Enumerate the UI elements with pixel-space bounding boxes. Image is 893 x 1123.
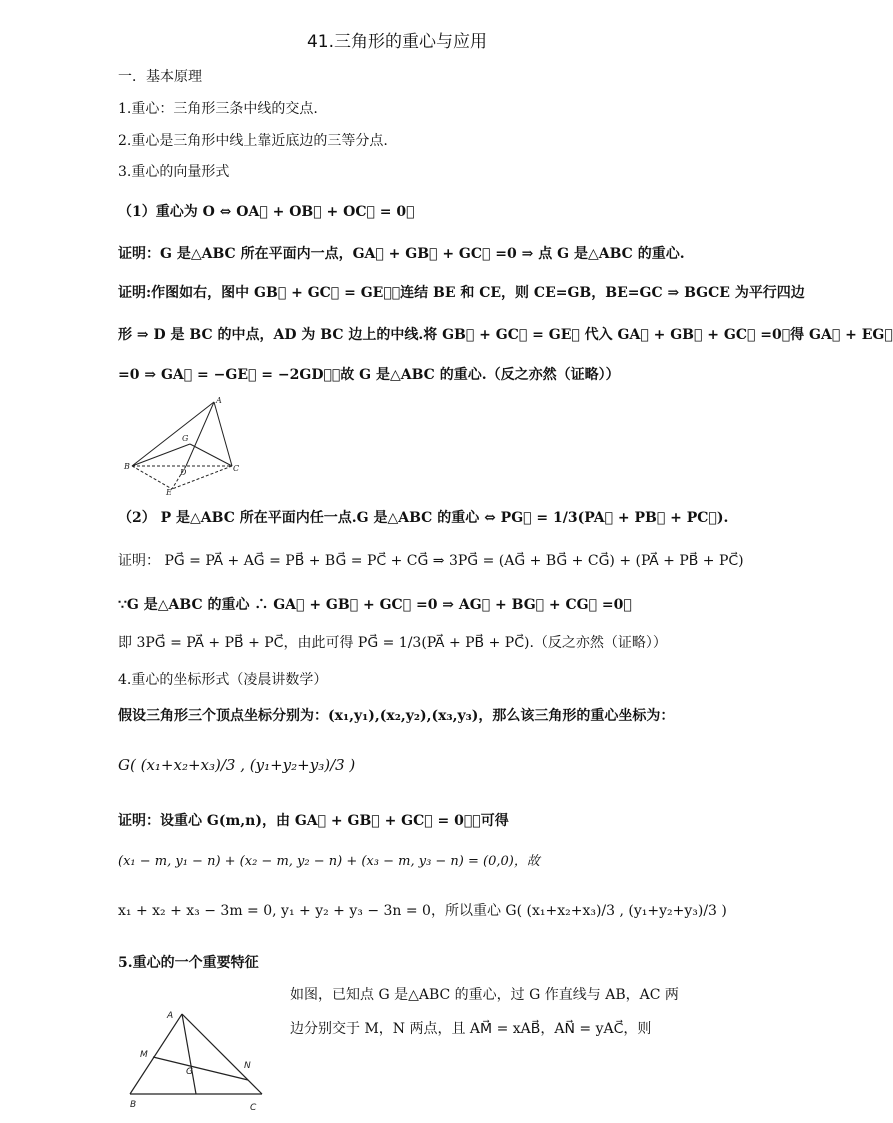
proof-2-line-2: ∵G 是△ABC 的重心 ∴ GA⃗ + GB⃗ + GC⃗ =0 ⇒ AG⃗ + BG⃗ + CG⃗ =0， xyxy=(118,597,632,613)
segment-be xyxy=(132,466,172,489)
feature-text-1: 如图，已知点 G 是△ABC 的重心，过 G 作直线与 AB，AC 两 xyxy=(290,987,679,1003)
label-b: B xyxy=(124,462,130,471)
segment-gc xyxy=(190,444,232,466)
item-3: 3.重心的向量形式 xyxy=(118,164,230,180)
proof-line-3: =0 ⇒ GA⃗ = −GE⃗ = −2GD⃗，故 G 是△ABC 的重心.（反之亦然（证略）） xyxy=(118,367,620,383)
vector-form-2: （2） P 是△ABC 所在平面内任一点.G 是△ABC 的重心 ⇔ PG⃗ = 1/3(PA⃗ + PB⃗ + PC⃗). xyxy=(118,510,729,526)
proof-statement: 证明：G 是△ABC 所在平面内一点，GA⃗ + GB⃗ + GC⃗ =0 ⇒ 点 G 是△ABC 的重心. xyxy=(118,246,685,262)
label-c: C xyxy=(233,464,240,473)
label-c: C xyxy=(250,1103,257,1113)
label-e: E xyxy=(166,488,172,497)
section-heading: 一．基本原理 xyxy=(118,69,202,85)
centroid-line-figure xyxy=(122,1006,272,1118)
vector-form-1: （1）重心为 O ⇔ OA⃗ + OB⃗ + OC⃗ = 0⃗ xyxy=(118,204,415,220)
proof-2-line-3: 即 3PG⃗ = PA⃗ + PB⃗ + PC⃗，由此可得 PG⃗ = 1/3(PA⃗ + PB⃗ + PC⃗).（反之亦然（证略）） xyxy=(118,635,667,651)
proof-line-1: 证明:作图如右，图中 GB⃗ + GC⃗ = GE⃗，连结 BE 和 CE，则 CE=GB，BE=GC ⇒ BGCE 为平行四边 xyxy=(118,285,805,301)
item-5: 5.重心的一个重要特征 xyxy=(118,955,259,971)
centroid-coordinate-formula: G( (x₁+x₂+x₃)/3 , (y₁+y₂+y₃)/3 ) xyxy=(118,756,356,774)
label-g: G xyxy=(182,434,189,443)
median-ad xyxy=(186,402,214,466)
feature-text-2: 边分别交于 M，N 两点，且 AM⃗ = xAB⃗，AN⃗ = yAC⃗，则 xyxy=(290,1021,652,1037)
edge-ab xyxy=(132,402,214,466)
item-2: 2.重心是三角形中线上靠近底边的三等分点. xyxy=(118,133,388,149)
label-g: G xyxy=(186,1067,193,1077)
coordinate-intro: 假设三角形三个顶点坐标分别为：(x₁,y₁),(x₂,y₂),(x₃,y₃)，那么该三角形的重心坐标为： xyxy=(118,708,675,724)
edge-ac xyxy=(214,402,232,466)
label-a: A xyxy=(216,396,222,405)
proof-2-line-1: 证明： PG⃗ = PA⃗ + AG⃗ = PB⃗ + BG⃗ = PC⃗ + CG⃗ ⇒ 3PG⃗ = (AG⃗ + BG⃗ + CG⃗) + (PA⃗ + PB⃗ + PC⃗) xyxy=(118,553,744,569)
label-d: D xyxy=(180,468,187,477)
label-n: N xyxy=(244,1061,251,1071)
segment-bg xyxy=(132,444,190,466)
coordinate-proof-3: x₁ + x₂ + x₃ − 3m = 0, y₁ + y₂ + y₃ − 3n = 0，所以重心 G( (x₁+x₂+x₃)/3 , (y₁+y₂+y₃)/3 ) xyxy=(118,903,727,919)
page-title: 41.三角形的重心与应用 xyxy=(306,32,488,52)
centroid-parallelogram-figure xyxy=(122,396,252,496)
coordinate-proof-2: (x₁ − m, y₁ − n) + (x₂ − m, y₂ − n) + (x₃ − m, y₃ − n) = (0,0)，故 xyxy=(118,854,540,869)
item-1: 1.重心：三角形三条中线的交点. xyxy=(118,101,318,117)
label-b: B xyxy=(130,1100,137,1110)
label-m: M xyxy=(140,1050,148,1060)
line-mn xyxy=(153,1057,248,1080)
edge-ab xyxy=(130,1014,182,1094)
item-4: 4.重心的坐标形式（凌晨讲数学） xyxy=(118,672,328,688)
label-a: A xyxy=(167,1011,174,1021)
coordinate-proof-1: 证明：设重心 G(m,n)，由 GA⃗ + GB⃗ + GC⃗ = 0⃗，可得 xyxy=(118,813,509,829)
proof-line-2: 形 ⇒ D 是 BC 的中点，AD 为 BC 边上的中线.将 GB⃗ + GC⃗ = GE⃗ 代入 GA⃗ + GB⃗ + GC⃗ =0，得 GA⃗ + EG⃗ xyxy=(118,327,893,343)
